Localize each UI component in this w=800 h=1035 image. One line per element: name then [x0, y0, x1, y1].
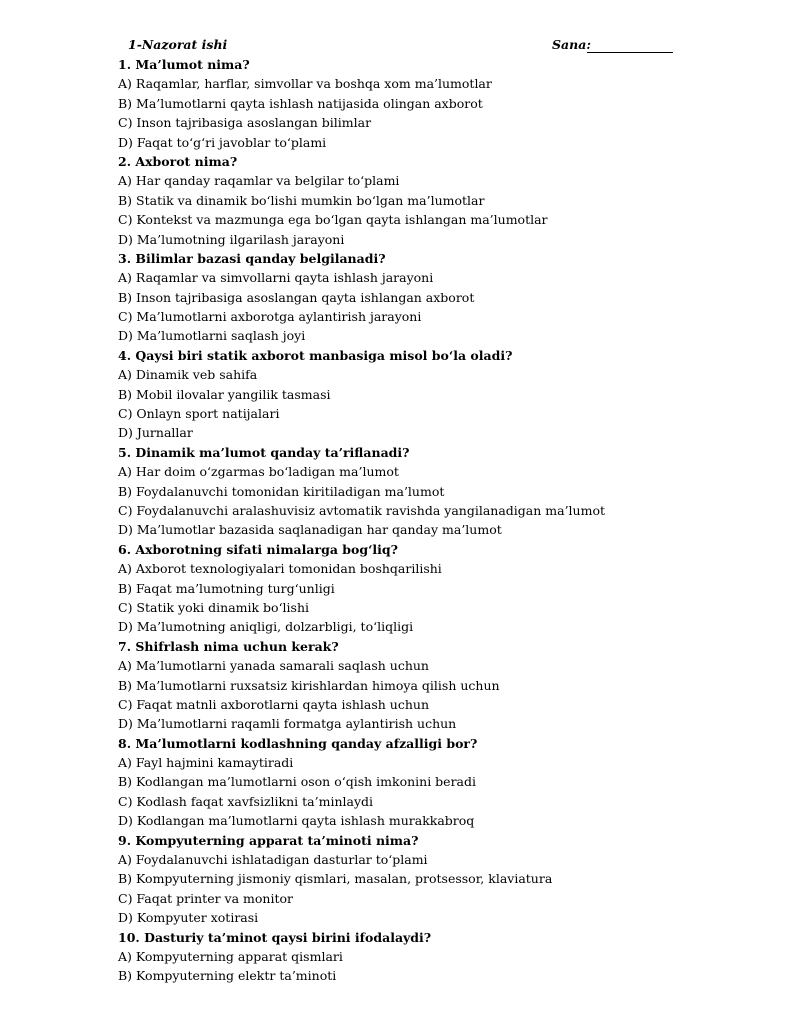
answer-option: A) Foydalanuvchi ishlatadigan dasturlar to‘plami — [118, 852, 428, 868]
question-text: 10. Dasturiy ta’minot qaysi birini ifodalaydi? — [118, 929, 432, 945]
question-text: 3. Bilimlar bazasi qanday belgilanadi? — [118, 250, 386, 266]
page-title: 1-Nazorat ishi — [128, 37, 228, 52]
answer-option: C) Kodlash faqat xavfsizlikni ta’minlaydi — [118, 793, 374, 809]
question-block — [118, 831, 758, 928]
answer-option: A) Dinamik veb sahifa — [118, 367, 258, 383]
answer-option: D) Ma’lumotlarni saqlash joyi — [118, 328, 306, 344]
answer-option: B) Kompyuterning jismoniy qismlari, masalan, protsessor, klaviatura — [118, 871, 553, 887]
question-block — [118, 540, 758, 637]
question-block — [118, 637, 758, 734]
answer-option: A) Har qanday raqamlar va belgilar to‘plami — [118, 173, 400, 189]
answer-option: D) Jurnallar — [118, 425, 193, 441]
question-block — [118, 152, 758, 249]
answer-option: D) Ma’lumotning aniqligi, dolzarbligi, to‘liqligi — [118, 619, 414, 635]
date-label: Sana: — [552, 37, 591, 52]
question-block — [118, 443, 758, 540]
question-block — [118, 249, 758, 346]
answer-option: D) Ma’lumotlar bazasida saqlanadigan har qanday ma’lumot — [118, 522, 502, 538]
question-block — [118, 928, 758, 986]
answer-option: B) Kompyuterning elektr ta’minoti — [118, 968, 337, 984]
question-block — [118, 346, 758, 443]
answer-option: D) Ma’lumotlarni raqamli formatga aylantirish uchun — [118, 716, 457, 732]
answer-option: D) Kodlangan ma’lumotlarni qayta ishlash murakkabroq — [118, 813, 475, 829]
answer-option: C) Inson tajribasiga asoslangan bilimlar — [118, 115, 372, 131]
answer-option: C) Foydalanuvchi aralashuvisiz avtomatik ravishda yangilanadigan ma’lumot — [118, 502, 605, 518]
answer-option: D) Ma’lumotning ilgarilash jarayoni — [118, 231, 345, 247]
answer-option: A) Ma’lumotlarni yanada samarali saqlash uchun — [118, 658, 429, 674]
question-text: 6. Axborotning sifati nimalarga bog‘liq? — [118, 541, 398, 557]
answer-option: B) Mobil ilovalar yangilik tasmasi — [118, 386, 331, 402]
question-text: 4. Qaysi biri statik axborot manbasiga misol bo‘la oladi? — [118, 347, 513, 363]
question-text: 1. Ma’lumot nima? — [118, 57, 250, 72]
answer-option: B) Inson tajribasiga asoslangan qayta ishlangan axborot — [118, 289, 475, 305]
answer-option: A) Fayl hajmini kamaytiradi — [118, 755, 294, 771]
answer-option: C) Faqat matnli axborotlarni qayta ishlash uchun — [118, 696, 430, 712]
answer-option: C) Kontekst va mazmunga ega bo‘lgan qayta ishlangan ma’lumotlar — [118, 212, 548, 228]
question-text: 8. Ma’lumotlarni kodlashning qanday afzalligi bor? — [118, 735, 478, 751]
answer-option: B) Statik va dinamik bo‘lishi mumkin bo‘lgan ma’lumotlar — [118, 192, 485, 208]
date-blank-line — [587, 52, 673, 53]
answer-option: A) Raqamlar, harflar, simvollar va boshqa xom ma’lumotlar — [118, 76, 492, 92]
question-text: 9. Kompyuterning apparat ta’minoti nima? — [118, 832, 419, 848]
answer-option: D) Kompyuter xotirasi — [118, 910, 259, 926]
question-text: 7. Shifrlash nima uchun kerak? — [118, 638, 339, 654]
question-block — [118, 55, 758, 152]
answer-option: C) Faqat printer va monitor — [118, 890, 293, 906]
answer-option: C) Onlayn sport natijalari — [118, 406, 280, 422]
answer-option: D) Faqat to‘g‘ri javoblar to‘plami — [118, 134, 327, 150]
answer-option: C) Ma’lumotlarni axborotga aylantirish jarayoni — [118, 309, 422, 325]
answer-option: A) Axborot texnologiyalari tomonidan boshqarilishi — [118, 561, 442, 577]
answer-option: A) Har doim o‘zgarmas bo‘ladigan ma’lumot — [118, 464, 399, 480]
answer-option: A) Raqamlar va simvollarni qayta ishlash jarayoni — [118, 270, 434, 286]
page-header — [128, 37, 674, 57]
answer-option: B) Kodlangan ma’lumotlarni oson o‘qish imkonini beradi — [118, 774, 476, 790]
answer-option: C) Statik yoki dinamik bo‘lishi — [118, 599, 310, 615]
answer-option: B) Ma’lumotlarni ruxsatsiz kirishlardan himoya qilish uchun — [118, 677, 500, 693]
question-text: 2. Axborot nima? — [118, 153, 238, 169]
answer-option: A) Kompyuterning apparat qismlari — [118, 948, 343, 964]
question-text: 5. Dinamik ma’lumot qanday ta’riflanadi? — [118, 444, 410, 460]
answer-option: B) Ma’lumotlarni qayta ishlash natijasida olingan axborot — [118, 95, 483, 111]
question-block — [118, 734, 758, 831]
question-list — [118, 55, 758, 986]
answer-option: B) Foydalanuvchi tomonidan kiritiladigan ma’lumot — [118, 483, 445, 499]
answer-option: B) Faqat ma’lumotning turg‘unligi — [118, 580, 335, 596]
